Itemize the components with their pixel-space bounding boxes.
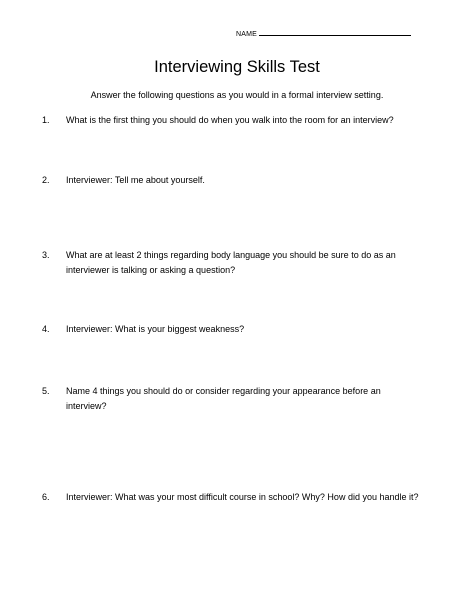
question-text: Name 4 things you should do or consider regarding your appearance before an interview? [66,386,381,411]
instructions-text: Answer the following questions as you would in a formal interview setting. [90,90,384,100]
question-4 [42,322,422,337]
name-label: NAME [236,31,258,38]
question-number: 6. [42,492,50,502]
question-5 [42,384,422,414]
name-field [236,29,411,38]
question-3 [42,248,422,278]
question-number: 4. [42,324,50,334]
question-number: 3. [42,250,50,260]
name-blank-line [259,29,411,36]
question-2 [42,173,422,188]
question-number: 2. [42,175,50,185]
question-text: Interviewer: What is your biggest weakness? [66,324,245,334]
question-1 [42,113,422,128]
question-text: What are at least 2 things regarding body language you should be sure to do as an interviewer is talking or asking a question? [66,250,396,275]
question-text: Interviewer: Tell me about yourself. [66,175,205,185]
question-number: 1. [42,115,50,125]
question-text: Interviewer: What was your most difficult course in school? Why? How did you handle it? [66,492,419,502]
page-title: Interviewing Skills Test [154,58,320,76]
question-6 [42,490,422,505]
question-text: What is the first thing you should do when you walk into the room for an interview? [66,115,394,125]
question-number: 5. [42,386,50,396]
